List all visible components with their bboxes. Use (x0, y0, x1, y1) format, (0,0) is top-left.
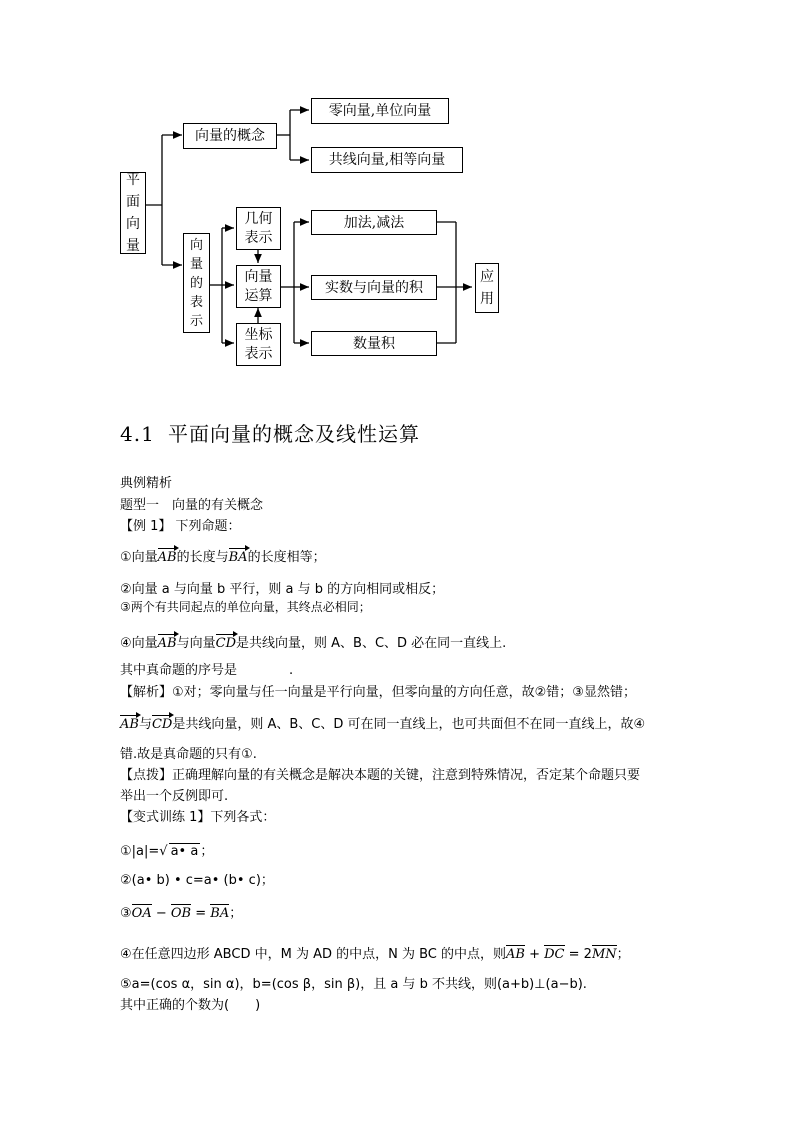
tip-line-1: 【点拨】正确理解向量的有关概念是解决本题的关键，注意到特殊情况，否定某个命题只要 (120, 768, 641, 783)
vector-symbol: DC (544, 944, 564, 962)
proposition-3: ③两个有共同起点的单位向量，其终点必相同； (120, 600, 371, 614)
proposition-2: ②向量 a 与向量 b 平行，则 a 与 b 的方向相同或相反； (120, 582, 445, 597)
vector-symbol: BA (210, 903, 229, 921)
text-run: 是共线向量，则 A、B、C、D 必在同一直线上. (236, 636, 507, 651)
operator: − (151, 906, 171, 921)
coordinate-line: 坐标 (244, 326, 273, 343)
rep-char: 的 (189, 275, 203, 291)
section-title-text: 平面向量的概念及线性运算 (168, 422, 420, 446)
root-char: 向 (126, 216, 140, 232)
root-box (120, 172, 146, 254)
vector-symbol: CD (152, 714, 172, 732)
vector-symbol: AB (120, 714, 139, 732)
variant-heading: 【变式训练 1】下列各式： (120, 810, 276, 825)
coordinate-line: 表示 (244, 345, 273, 362)
concept-box: 向量的概念 (183, 123, 277, 149)
text-run: ④向量 (120, 636, 158, 651)
text-run: ①向量 (120, 550, 158, 565)
operation-line: 向量 (244, 268, 273, 285)
operator: = (191, 906, 211, 921)
text-run: 与向量 (176, 636, 216, 651)
text-run: 的长度相等； (247, 550, 326, 565)
rep-char: 量 (189, 256, 203, 272)
text-run: ； (200, 844, 214, 859)
concept-map (0, 0, 794, 380)
app-char: 应 (480, 269, 494, 285)
analysis-line-3: 错.故是真命题的只有①. (120, 747, 257, 762)
formula-2: ②(a• b) • c=a• (b• c)； (120, 873, 274, 888)
representation-box (183, 233, 210, 333)
final-question: 其中正确的个数为( ) (120, 998, 261, 1013)
geometric-line: 几何 (244, 210, 273, 227)
subheading-analysis: 典例精析 (120, 476, 173, 491)
vector-symbol: AB (158, 547, 177, 565)
text-run: ③ (120, 906, 132, 921)
text-run: 与 (138, 717, 152, 732)
proposition-1 (120, 546, 326, 565)
geometric-box (236, 207, 281, 250)
vector-symbol: AB (158, 633, 177, 651)
dot-product-box: 数量积 (311, 331, 437, 356)
rep-char: 示 (189, 313, 203, 329)
operator: + (524, 947, 545, 962)
geometric-line: 表示 (244, 229, 273, 246)
root-char: 平 (126, 172, 140, 188)
example-heading: 【例 1】 下列命题： (120, 519, 241, 534)
type-heading: 题型一 向量的有关概念 (120, 498, 264, 513)
rep-char: 表 (189, 294, 203, 310)
proposition-4 (120, 632, 506, 651)
analysis-line-2 (120, 713, 645, 732)
question-line: 其中真命题的序号是 . (120, 663, 294, 678)
text-run: 的长度与 (176, 550, 229, 565)
rep-char: 向 (189, 237, 203, 253)
vector-symbol: OA (132, 903, 152, 921)
app-char: 用 (480, 291, 494, 307)
text-run: ； (616, 947, 630, 962)
zero-unit-box: 零向量,单位向量 (311, 98, 449, 124)
add-sub-box: 加法,减法 (311, 210, 437, 235)
section-heading (120, 418, 420, 447)
operation-line: 运算 (244, 287, 273, 304)
section-number: 4.1 (120, 422, 155, 446)
tip-line-2: 举出一个反例即可. (120, 789, 229, 804)
vector-symbol: CD (216, 633, 236, 651)
formula-4 (120, 943, 630, 962)
vector-symbol: BA (229, 547, 248, 565)
vector-symbol: MN (592, 944, 617, 962)
analysis-line-1: 【解析】①对；零向量与任一向量是平行向量，但零向量的方向任意，故②错；③显然错； (120, 685, 636, 700)
collinear-equal-box: 共线向量,相等向量 (311, 147, 463, 173)
sqrt-content: a• a (170, 844, 199, 859)
scalar-mult-box: 实数与向量的积 (311, 275, 437, 300)
text-run: ④在任意四边形 ABCD 中，M 为 AD 的中点，N 为 BC 的中点，则 (120, 947, 506, 962)
formula-3 (120, 902, 242, 921)
coordinate-box (236, 323, 281, 366)
operation-box (236, 265, 281, 308)
vector-symbol: AB (506, 944, 525, 962)
text-run: ； (229, 906, 243, 921)
root-char: 量 (126, 238, 140, 254)
formula-5: ⑤a=(cos α，sin α)，b=(cos β，sin β)，且 a 与 b 不共线，则(a+b)⊥(a−b). (120, 977, 587, 992)
vector-symbol: OB (171, 903, 191, 921)
formula-1: ①|a|=√ a• a ； (120, 844, 214, 859)
application-box (475, 263, 499, 313)
text-run: 是共线向量，则 A、B、C、D 可在同一直线上，也可共面但不在同一直线上，故④ (172, 717, 646, 732)
root-char: 面 (126, 194, 140, 210)
text-run: ①|a|= (120, 844, 160, 859)
operator: = 2 (564, 947, 592, 962)
